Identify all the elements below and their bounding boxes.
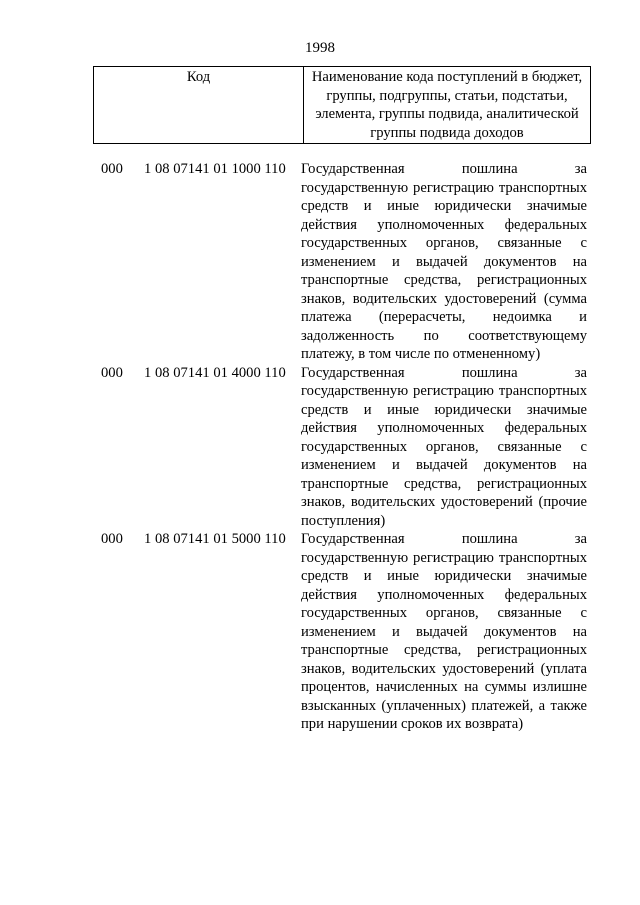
header-code-cell: Код	[94, 67, 304, 144]
header-name-cell: Наименование кода поступлений в бюджет, группы, подгруппы, статьи, подстатьи, элемента, группы подвида, аналитической группы подвида доходов	[304, 67, 591, 144]
table-row	[0, 160, 640, 364]
revenue-code: 1 08 07141 01 4000 110	[144, 364, 286, 381]
table-row	[0, 530, 640, 734]
revenue-code: 1 08 07141 01 5000 110	[144, 531, 286, 547]
revenue-description: Государственная пошлина за государственную регистрацию транспортных средств и иные юридически значимые действия уполномоченных федеральных государственных органов, связанные с изменением и выдачей документов на транспортные средства, регистрационных знаков, водительских удостоверений (сумма платежа (перерасчеты, недоимка и задолженность по соответствующему платежу, в том числе по отмененному)	[301, 161, 587, 362]
admin-code: 000	[101, 161, 123, 177]
table-row	[0, 364, 640, 531]
page-number: 1998	[305, 40, 335, 56]
admin-code: 000	[101, 531, 123, 547]
header-table	[93, 66, 591, 144]
revenue-description: Государственная пошлина за государственную регистрацию транспортных средств и иные юридически значимые действия уполномоченных федеральных государственных органов, связанные с изменением и выдачей документов на транспортные средства, регистрационных знаков, водительских удостоверений (прочие поступления)	[301, 364, 587, 529]
revenue-description: Государственная пошлина за государственную регистрацию транспортных средств и иные юридически значимые действия уполномоченных федеральных государственных органов, связанные с изменением и выдачей документов на транспортные средства, регистрационных знаков, водительских удостоверений (уплата процентов, начисленных на суммы излишне взысканных (уплаченных) платежей, а также при нарушении сроков их возврата)	[301, 531, 587, 732]
revenue-code: 1 08 07141 01 1000 110	[144, 161, 286, 177]
revenue-code-list	[0, 160, 640, 734]
header-row	[94, 67, 591, 144]
admin-code: 000	[101, 364, 123, 381]
